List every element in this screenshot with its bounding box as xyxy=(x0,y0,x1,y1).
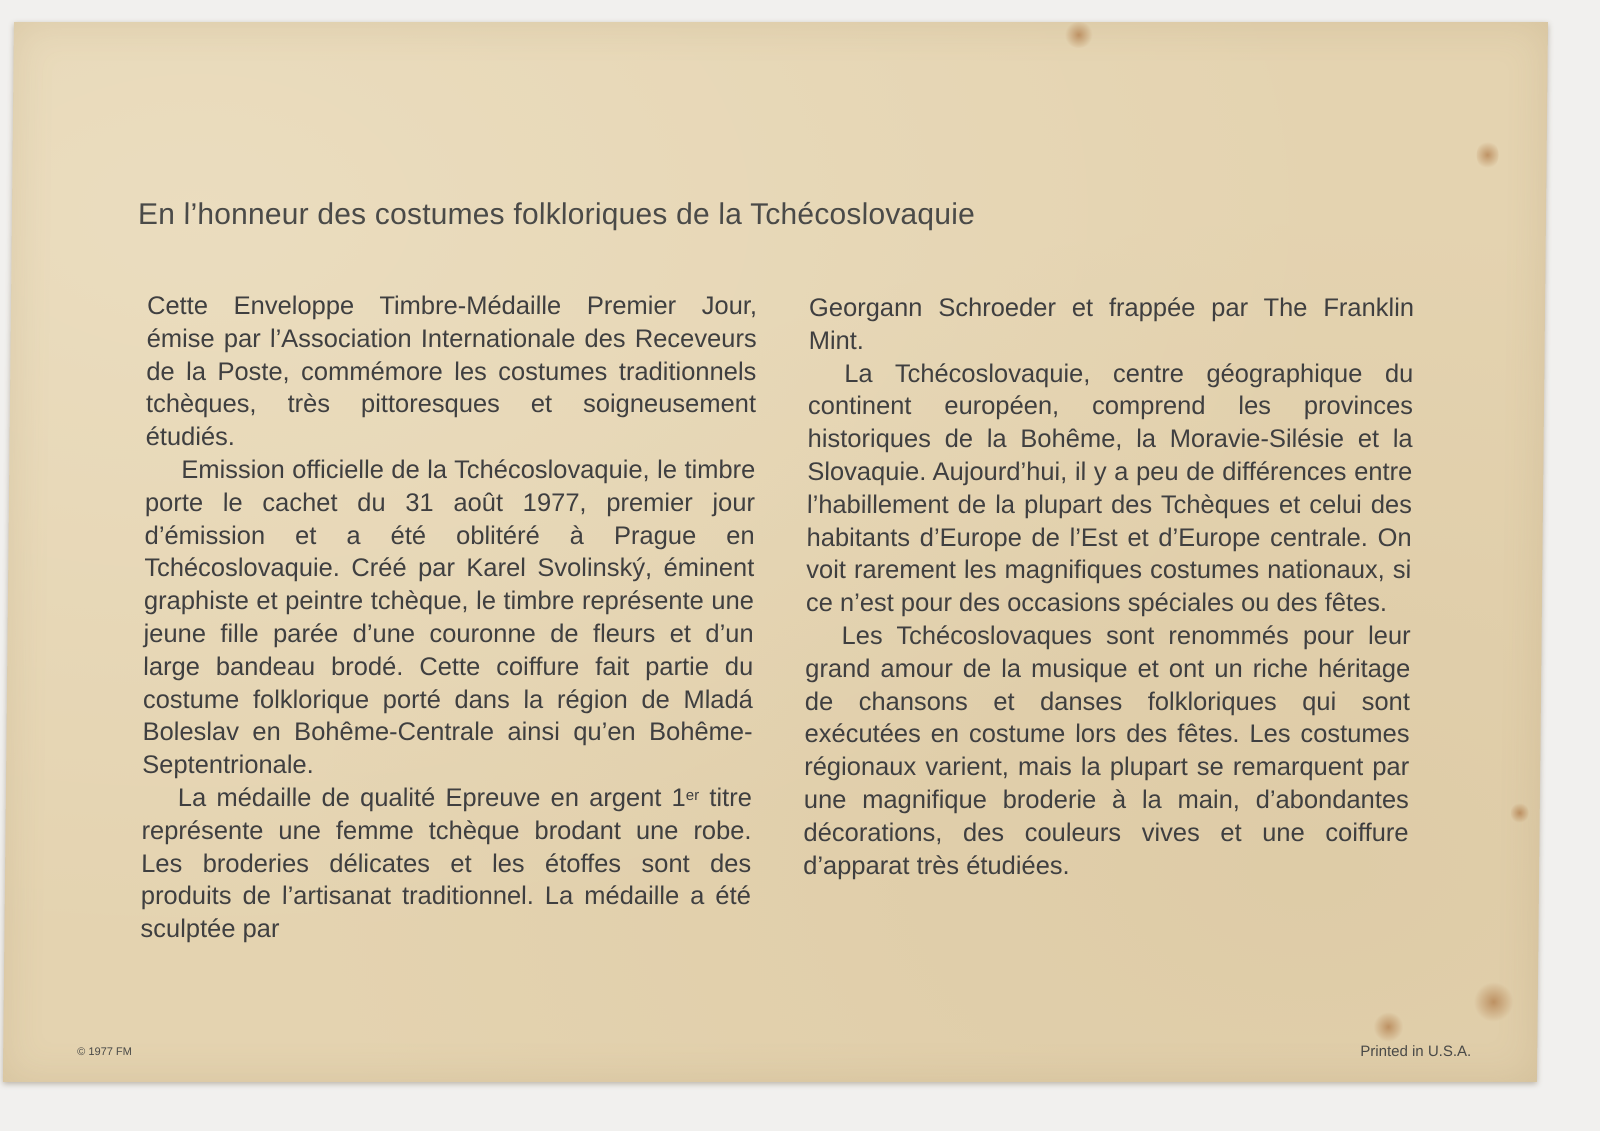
foxing-spot xyxy=(1064,22,1094,48)
page-title: En l’honneur des costumes folkloriques de la Tchécoslovaquie xyxy=(137,198,976,231)
superscript: er xyxy=(685,786,700,804)
foxing-spot xyxy=(1474,982,1514,1022)
insert-card xyxy=(3,22,1548,1082)
paragraph: La Tchécoslovaquie, centre géographique du continent européen, comprend les provinces historiques de la Bohême, la Moravie-Silésie et la Slovaquie. Aujourd’hui, il y a peu de différences entre l’habillement de la plupart des Tchèques et celui des habitants d’Europe de l’Est et d’Europe centrale. On voit rarement les magnifiques costumes nationaux, si ce n’est pour des occasions spéciales ou des fêtes. xyxy=(805,359,1414,618)
right-text-column xyxy=(803,292,1414,882)
foxing-spot xyxy=(1373,1012,1403,1042)
paragraph xyxy=(140,782,752,946)
paragraph-text: titre représente une femme tchèque brodant une robe. Les broderies délicates et les étoffes sont des produits de l’artisanat traditionnel. La médaille a été sculptée par xyxy=(140,783,753,944)
foxing-spot xyxy=(1476,140,1498,170)
paragraph: Emission officielle de la Tchécoslovaquie, le timbre porte le cachet du 31 août 1977, premier jour d’émission et a été oblitéré à Prague en Tchécoslovaquie. Créé par Karel Svolinský, éminent graphiste et peintre tchèque, le timbre représente une jeune fille parée d’une couronne de fleurs et d’un large bandeau brodé. Cette coiffure fait partie du costume folklorique porté dans la région de Mladá Boleslav en Bohême-Centrale ainsi qu’en Bohême-Septentrionale. xyxy=(142,455,756,780)
copyright-notice: © 1977 FM xyxy=(77,1046,132,1058)
paragraph-text: La médaille de qualité Epreuve en argent 1 xyxy=(177,783,686,812)
foxing-spot xyxy=(1511,802,1529,824)
printed-notice: Printed in U.S.A. xyxy=(1360,1043,1472,1060)
paragraph: Cette Enveloppe Timbre-Médaille Premier Jour, émise par l’Association Internationale des Receveurs de la Poste, commémore les costumes traditionnels tchèques, très pittoresques et soigneusement étudiés. xyxy=(145,292,758,452)
left-text-column xyxy=(140,290,757,946)
paragraph: Les Tchécoslovaques sont renommés pour leur grand amour de la musique et ont un riche héritage de chansons et danses folkloriques qui sont exécutées en costume lors des fêtes. Les costumes régionaux varient, mais la plupart se remarquent par une magnifique broderie à la main, d’abondantes décorations, des couleurs vives et une coiffure d’apparat très étudiées. xyxy=(803,621,1411,880)
paragraph: Georgann Schroeder et frappée par The Franklin Mint. xyxy=(808,294,1415,355)
